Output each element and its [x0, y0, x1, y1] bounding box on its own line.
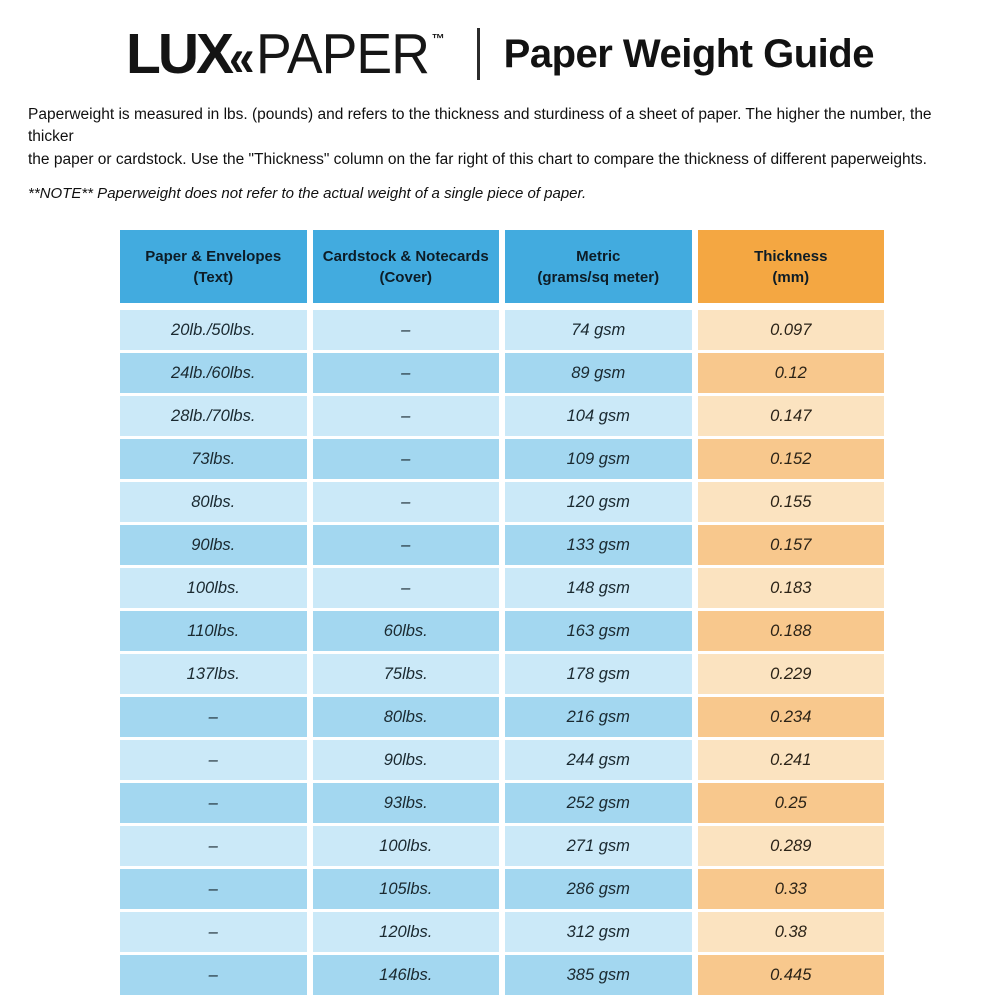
- cell-text-weight: –: [120, 697, 307, 737]
- cell-metric: 271 gsm: [505, 826, 692, 866]
- header-line: Metric: [576, 247, 621, 265]
- note-paragraph: **NOTE** Paperweight does not refer to the actual weight of a single piece of paper.: [28, 185, 587, 203]
- cell-metric: 216 gsm: [505, 697, 692, 737]
- cell-text-weight: –: [120, 912, 307, 952]
- cell-text-weight: –: [120, 869, 307, 909]
- header-subline: (Text): [193, 268, 234, 286]
- cell-cover-weight: 60lbs.: [313, 611, 500, 651]
- cell-cover-weight: 120lbs.: [313, 912, 500, 952]
- cell-cover-weight: –: [313, 396, 500, 436]
- cell-thickness: 0.12: [698, 353, 885, 393]
- cell-metric: 244 gsm: [505, 740, 692, 780]
- cell-text-weight: 137lbs.: [120, 654, 307, 694]
- cell-thickness: 0.33: [698, 869, 885, 909]
- cell-thickness: 0.097: [698, 310, 885, 350]
- cell-thickness: 0.155: [698, 482, 885, 522]
- cell-text-weight: 110lbs.: [120, 611, 307, 651]
- cell-cover-weight: –: [313, 568, 500, 608]
- cell-text-weight: 100lbs.: [120, 568, 307, 608]
- cell-metric: 109 gsm: [505, 439, 692, 479]
- cell-text-weight: 28lb./70lbs.: [120, 396, 307, 436]
- header-line: Thickness: [754, 247, 828, 265]
- cell-metric: 286 gsm: [505, 869, 692, 909]
- table-header-row: [120, 230, 884, 303]
- cell-text-weight: 24lb./60lbs.: [120, 353, 307, 393]
- cell-thickness: 0.157: [698, 525, 885, 565]
- cell-cover-weight: –: [313, 525, 500, 565]
- cell-text-weight: 73lbs.: [120, 439, 307, 479]
- header-paper-envelopes: [120, 230, 307, 303]
- cell-thickness: 0.38: [698, 912, 885, 952]
- cell-metric: 312 gsm: [505, 912, 692, 952]
- cell-metric: 74 gsm: [505, 310, 692, 350]
- cell-text-weight: –: [120, 740, 307, 780]
- brand-header: [0, 0, 1000, 87]
- header-subline: (grams/sq meter): [537, 268, 660, 286]
- header-cardstock-notecards: [313, 230, 500, 303]
- cell-metric: 163 gsm: [505, 611, 692, 651]
- cell-metric: 89 gsm: [505, 353, 692, 393]
- cell-cover-weight: –: [313, 439, 500, 479]
- cell-thickness: 0.25: [698, 783, 885, 823]
- header-subline: (Cover): [379, 268, 432, 286]
- paper-weight-table: [120, 230, 884, 995]
- header-line: Cardstock & Notecards: [322, 247, 489, 265]
- page-title: Paper Weight Guide: [503, 31, 874, 76]
- cell-metric: 120 gsm: [505, 482, 692, 522]
- cell-text-weight: –: [120, 783, 307, 823]
- logo-paper-text: PAPER: [255, 22, 429, 86]
- cell-thickness: 0.147: [698, 396, 885, 436]
- cell-thickness: 0.229: [698, 654, 885, 694]
- lux-paper-logo: [126, 21, 453, 87]
- cell-cover-weight: –: [313, 353, 500, 393]
- header-subline: (mm): [772, 268, 810, 286]
- cell-thickness: 0.241: [698, 740, 885, 780]
- cell-cover-weight: 75lbs.: [313, 654, 500, 694]
- cell-cover-weight: 80lbs.: [313, 697, 500, 737]
- cell-thickness: 0.445: [698, 955, 885, 995]
- logo-lux-text: LUX: [126, 22, 232, 86]
- cell-cover-weight: –: [313, 310, 500, 350]
- cell-text-weight: 20lb./50lbs.: [120, 310, 307, 350]
- cell-thickness: 0.234: [698, 697, 885, 737]
- cell-cover-weight: 90lbs.: [313, 740, 500, 780]
- cell-text-weight: –: [120, 826, 307, 866]
- cell-thickness: 0.183: [698, 568, 885, 608]
- header-thickness: [698, 230, 885, 303]
- intro-paragraph: [28, 104, 972, 171]
- cell-text-weight: 90lbs.: [120, 525, 307, 565]
- cell-metric: 385 gsm: [505, 955, 692, 995]
- cell-metric: 133 gsm: [505, 525, 692, 565]
- cell-cover-weight: 100lbs.: [313, 826, 500, 866]
- cell-text-weight: 80lbs.: [120, 482, 307, 522]
- cell-thickness: 0.152: [698, 439, 885, 479]
- cell-cover-weight: –: [313, 482, 500, 522]
- cell-thickness: 0.289: [698, 826, 885, 866]
- table-body: [120, 310, 884, 995]
- cell-cover-weight: 93lbs.: [313, 783, 500, 823]
- intro-line-2: the paper or cardstock. Use the "Thickness" column on the far right of this chart to compare the thickness of different paperweights.: [28, 150, 927, 168]
- header-metric: [505, 230, 692, 303]
- cell-metric: 178 gsm: [505, 654, 692, 694]
- header-divider: [477, 28, 480, 80]
- cell-cover-weight: 105lbs.: [313, 869, 500, 909]
- header-line: Paper & Envelopes: [145, 247, 282, 265]
- logo-chevron-icon: «: [229, 27, 255, 87]
- trademark-symbol: ™: [431, 31, 445, 46]
- cell-metric: 252 gsm: [505, 783, 692, 823]
- cell-thickness: 0.188: [698, 611, 885, 651]
- cell-cover-weight: 146lbs.: [313, 955, 500, 995]
- intro-line-1: Paperweight is measured in lbs. (pounds) and refers to the thickness and sturdiness of a sheet of paper. The higher the number, the thicker: [28, 106, 932, 146]
- cell-metric: 148 gsm: [505, 568, 692, 608]
- cell-text-weight: –: [120, 955, 307, 995]
- cell-metric: 104 gsm: [505, 396, 692, 436]
